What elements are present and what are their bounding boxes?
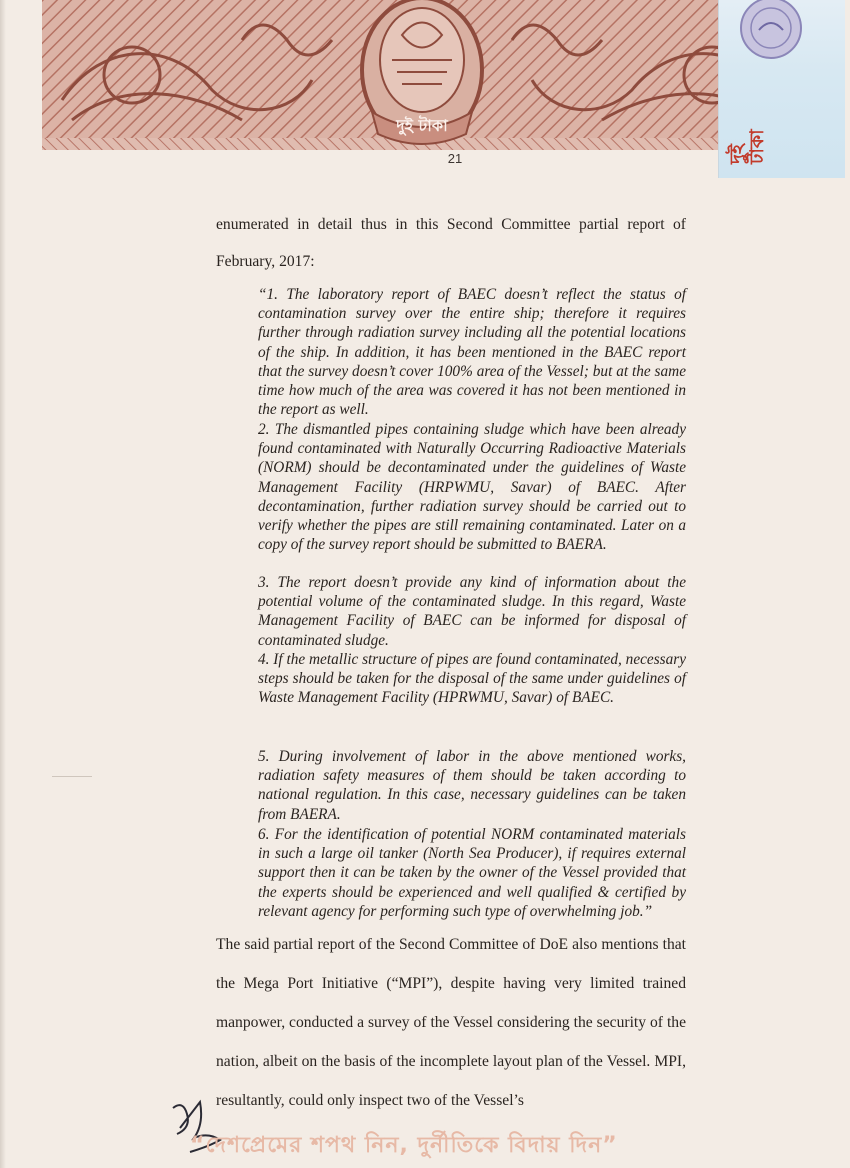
quoted-item-5: 5. During involvement of labor in the above mentioned works, radiation safety measures of them should be taken according to national regulation. In this case, necessary guidelines can be taken from BAERA. (258, 748, 686, 823)
page-number: 21 (447, 151, 463, 166)
quoted-item-6: 6. For the identification of potential NORM contaminated materials in such a large oil tanker (North Sea Producer), if requires external support then it can be taken by the owner of the Vessel provided that the experts should be experienced and well qualified & certified by relevant agency for performing such type of overwhelming job.” (258, 826, 686, 920)
ornamental-stamp-border (42, 0, 802, 156)
national-emblem (362, 0, 482, 144)
stamp-value-label: দুই টাকা (726, 129, 768, 164)
margin-mark (52, 776, 92, 777)
following-paragraph: The said partial report of the Second Committee of DoE also mentions that the Mega Port Initiative (“MPI”), despite having very limited trained manpower, conducted a survey of the Vessel considering the security of the nation, albeit on the basis of the incomplete layout plan of the Vessel. MPI, resultantly, could only inspect two of the Vessel’s (216, 936, 686, 1109)
footer-slogan: “দেশপ্রেমের শপথ নিন, দুর্নীতিকে বিদায় দিন” (190, 1133, 618, 1158)
quoted-item-3: 3. The report doesn’t provide any kind of information about the potential volume of the contaminated sludge. In this regard, Waste Management Facility of BAEC can be informed for disposal of contaminated sludge. (258, 574, 686, 649)
page-edge (0, 0, 6, 1168)
quoted-item-2: 2. The dismantled pipes containing sludge which have been already found contaminated with Naturally Occurring Radioactive Materials (NORM) should be decontaminated under the guidelines of Waste Management Facility (HRPWMU, Savar) of BAEC. After decontamination, further radiation survey should be carried out to verify whether the pipes are still remaining contaminated. Later on a copy of the survey report should be submitted to BAERA. (258, 421, 686, 554)
intro-paragraph: enumerated in detail thus in this Second Committee partial report of February, 2017: (216, 216, 686, 270)
stamp-paper-header (42, 0, 802, 156)
revenue-stamp-seal (719, 0, 845, 100)
quoted-item-1: “1. The laboratory report of BAEC doesn’t reflect the status of contamination survey over the entire ship; therefore it requires further through radiation survey including all the potential locations of the ship. In addition, it has been mentioned in the BAEC report that the survey doesn’t cover 100% area of the Vessel; but at the same time how much of the area was covered it has not been mentioned in the report as well. (258, 286, 686, 419)
quoted-item-4: 4. If the metallic structure of pipes are found contaminated, necessary steps should be taken for the disposal of the same under guidelines of Waste Management Facility (HPRWMU, Savar) of BAEC. (258, 651, 686, 707)
svg-text:দুই টাকা: দুই টাকা (396, 116, 448, 135)
